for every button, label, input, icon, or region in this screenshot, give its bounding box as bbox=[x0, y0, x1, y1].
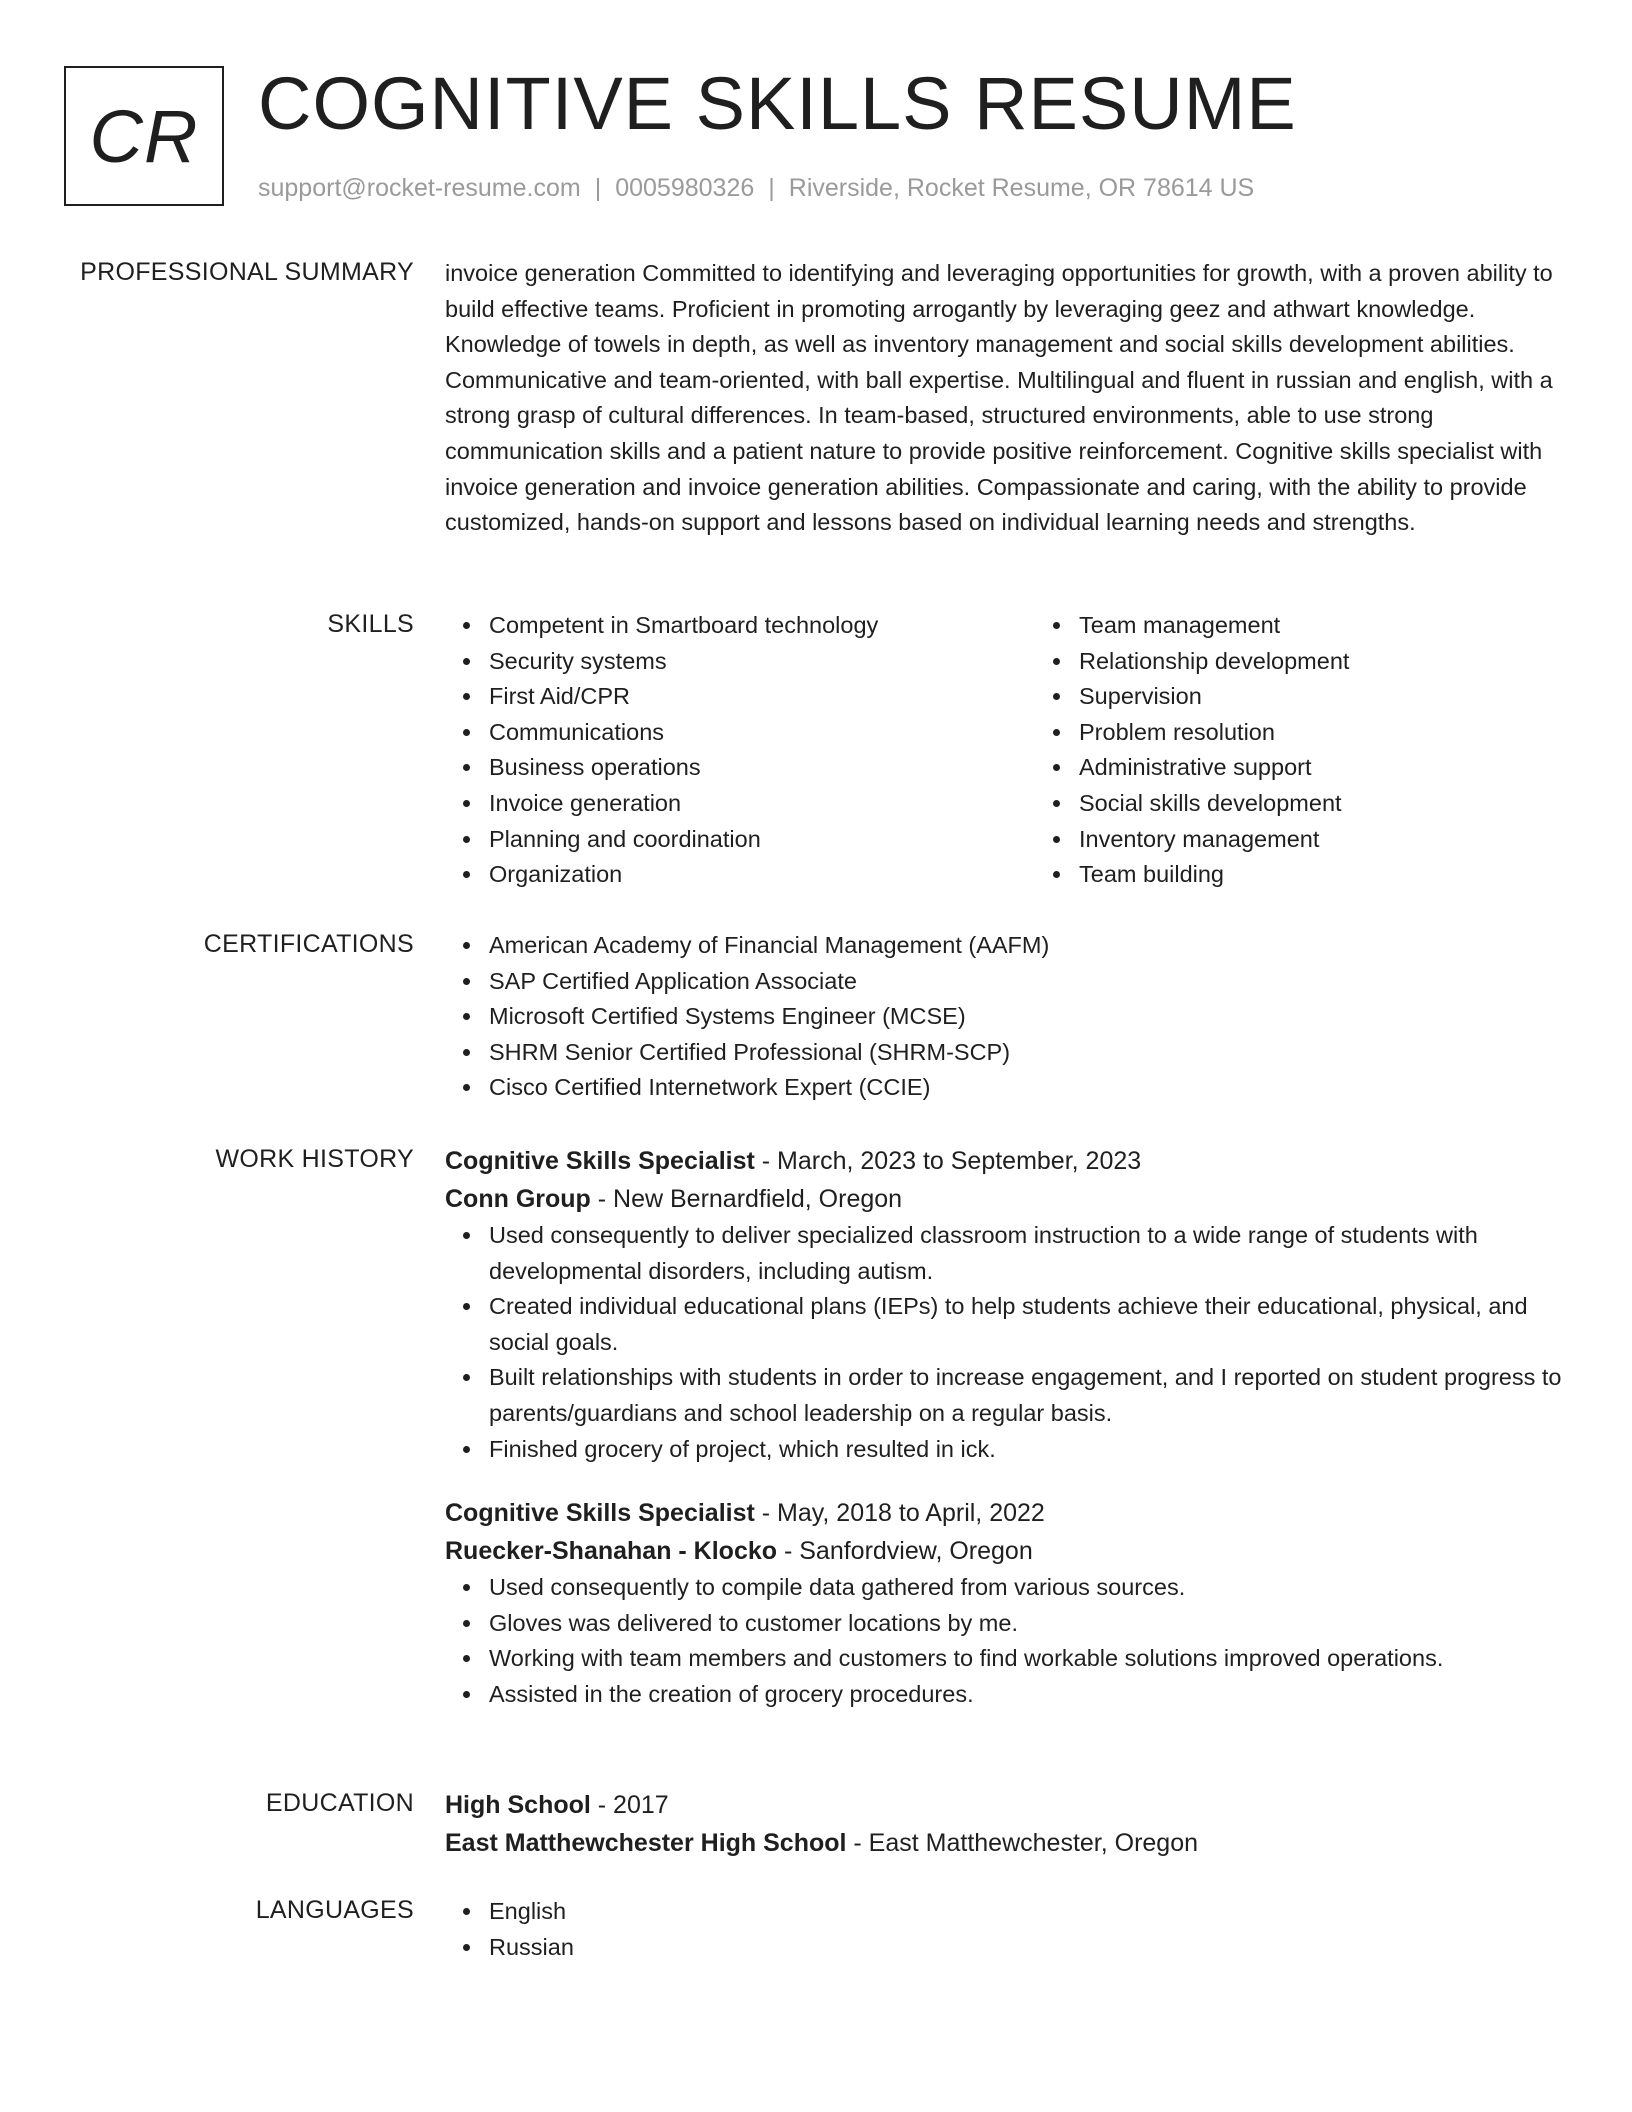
list-item: Business operations bbox=[489, 750, 1035, 786]
job-title: Cognitive Skills Specialist bbox=[445, 1499, 755, 1528]
list-item: Administrative support bbox=[1079, 750, 1625, 786]
list-item: Supervision bbox=[1079, 679, 1625, 715]
job-title-line bbox=[445, 1142, 1568, 1180]
list-item: SHRM Senior Certified Professional (SHRM-SCP) bbox=[489, 1035, 1568, 1071]
job-dates: - March, 2023 to September, 2023 bbox=[754, 1147, 1142, 1175]
list-item: Organization bbox=[489, 857, 1035, 893]
list-item: Assisted in the creation of grocery procedures. bbox=[489, 1677, 1568, 1713]
list-item: Problem resolution bbox=[1079, 715, 1625, 751]
list-item: Microsoft Certified Systems Engineer (MCSE) bbox=[489, 999, 1568, 1035]
education-school: East Matthewchester High School bbox=[445, 1829, 847, 1857]
summary-text: invoice generation Committed to identifying and leveraging opportunities for growth, with a proven ability to build effective teams. Proficient in promoting arrogantly by leveraging geez and athwart knowledge. Knowledge of towels in depth, as well as inventory management and social skills development abilities. Communicative and team-oriented, with ball expertise. Multilingual and fluent in russian and english, with a strong grasp of cultural differences. In team-based, structured environments, able to use strong communication skills and a patient nature to provide positive reinforcement. Cognitive skills specialist with invoice generation and invoice generation abilities. Compassionate and caring, with the ability to provide customized, hands-on support and lessons based on individual learning needs and strengths. bbox=[445, 260, 1553, 536]
skills-columns bbox=[445, 608, 1568, 893]
job-duties-list bbox=[445, 1218, 1568, 1467]
list-item: Cisco Certified Internetwork Expert (CCIE) bbox=[489, 1070, 1568, 1106]
job-entry bbox=[445, 1142, 1568, 1467]
job-location: - New Bernardfield, Oregon bbox=[590, 1185, 903, 1213]
education-degree-line bbox=[445, 1786, 1568, 1824]
education-school-line bbox=[445, 1824, 1568, 1862]
contact-address: Riverside, Rocket Resume, OR 78614 US bbox=[788, 174, 1255, 202]
contact-line bbox=[258, 174, 1254, 203]
certifications-label: CERTIFICATIONS bbox=[203, 930, 414, 958]
list-item: English bbox=[489, 1894, 1568, 1930]
contact-phone[interactable]: 0005980326 bbox=[615, 174, 755, 202]
job-company: Ruecker-Shanahan - Klocko bbox=[445, 1537, 778, 1566]
contact-separator: | bbox=[594, 174, 602, 202]
education-location: - East Matthewchester, Oregon bbox=[846, 1829, 1199, 1857]
job-duties-list bbox=[445, 1570, 1568, 1712]
resume-header bbox=[64, 62, 1568, 208]
list-item: Social skills development bbox=[1079, 786, 1625, 822]
job-company-line bbox=[445, 1532, 1568, 1570]
list-item: Used consequently to compile data gathered from various sources. bbox=[489, 1570, 1568, 1606]
monogram-box: CR bbox=[64, 66, 224, 206]
education-year: - 2017 bbox=[590, 1791, 669, 1819]
list-item: Relationship development bbox=[1079, 644, 1625, 680]
job-location: - Sanfordview, Oregon bbox=[777, 1537, 1033, 1566]
education-degree: High School bbox=[445, 1791, 591, 1819]
list-item: Invoice generation bbox=[489, 786, 1035, 822]
skills-list-right bbox=[1035, 608, 1625, 893]
certifications-body bbox=[445, 928, 1568, 1106]
list-item: Team management bbox=[1079, 608, 1625, 644]
list-item: Planning and coordination bbox=[489, 822, 1035, 858]
list-item: Security systems bbox=[489, 644, 1035, 680]
list-item: Finished grocery of project, which resulted in ick. bbox=[489, 1432, 1568, 1468]
skills-body bbox=[445, 608, 1568, 893]
contact-email[interactable]: support@rocket-resume.com bbox=[258, 174, 581, 202]
job-dates: - May, 2018 to April, 2022 bbox=[754, 1499, 1045, 1528]
skills-list-left bbox=[445, 608, 1035, 893]
work-history-label: WORK HISTORY bbox=[215, 1145, 414, 1173]
list-item: Gloves was delivered to customer locations by me. bbox=[489, 1606, 1568, 1642]
list-item: Used consequently to deliver specialized classroom instruction to a wide range of students with developmental disorders, including autism. bbox=[489, 1218, 1568, 1289]
education-label: EDUCATION bbox=[265, 1789, 414, 1817]
list-item: SAP Certified Application Associate bbox=[489, 964, 1568, 1000]
list-item: Created individual educational plans (IEPs) to help students achieve their educational, physical, and social goals. bbox=[489, 1289, 1568, 1360]
work-history-body bbox=[445, 1142, 1568, 1713]
languages-list bbox=[445, 1894, 1568, 1965]
job-company: Conn Group bbox=[445, 1185, 591, 1213]
list-item: Built relationships with students in order to increase engagement, and I reported on student progress to parents/guardians and school leadership on a regular basis. bbox=[489, 1360, 1568, 1431]
list-item: Team building bbox=[1079, 857, 1625, 893]
skills-label: SKILLS bbox=[327, 610, 414, 638]
job-entry bbox=[445, 1494, 1568, 1712]
list-item: Inventory management bbox=[1079, 822, 1625, 858]
job-title: Cognitive Skills Specialist bbox=[445, 1147, 755, 1175]
languages-body bbox=[445, 1894, 1568, 1965]
list-item: First Aid/CPR bbox=[489, 679, 1035, 715]
education-body bbox=[445, 1786, 1568, 1862]
list-item: Communications bbox=[489, 715, 1035, 751]
list-item: Working with team members and customers to find workable solutions improved operations. bbox=[489, 1641, 1568, 1677]
certifications-list bbox=[445, 928, 1568, 1106]
resume-title: COGNITIVE SKILLS RESUME bbox=[258, 62, 1297, 145]
summary-label: PROFESSIONAL SUMMARY bbox=[80, 258, 414, 286]
job-title-line bbox=[445, 1494, 1568, 1532]
job-company-line bbox=[445, 1180, 1568, 1218]
list-item: Competent in Smartboard technology bbox=[489, 608, 1035, 644]
list-item: Russian bbox=[489, 1930, 1568, 1966]
list-item: American Academy of Financial Management (AAFM) bbox=[489, 928, 1568, 964]
languages-label: LANGUAGES bbox=[255, 1896, 414, 1924]
contact-separator: | bbox=[768, 174, 775, 202]
